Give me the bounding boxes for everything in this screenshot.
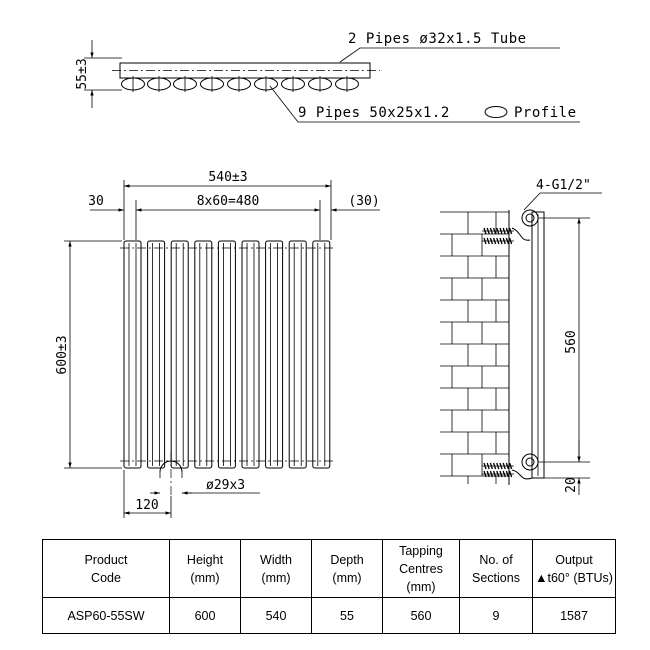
height-dimension	[55, 241, 122, 468]
spec-table-row	[43, 598, 616, 634]
front-column-6	[242, 241, 259, 468]
height-label: 600±3	[55, 335, 70, 375]
cell-output: 1587	[533, 598, 616, 634]
inlet-offset-dimension	[124, 470, 171, 518]
bottom-offset-dimension	[544, 440, 590, 495]
inlet-diameter-label: ø29x3	[206, 478, 246, 493]
top-view	[75, 31, 580, 122]
header-sections: No. of Sections	[460, 540, 533, 598]
top-profile-pipes	[122, 76, 359, 92]
front-column-8	[289, 241, 306, 468]
header-tapping: Tapping Centres (mm)	[383, 540, 460, 598]
header-depth: Depth (mm)	[312, 540, 383, 598]
top-tube-pair	[112, 63, 380, 78]
depth-dim-label: 55±3	[75, 58, 90, 90]
cell-code: ASP60-55SW	[43, 598, 170, 634]
cell-depth: 55	[312, 598, 383, 634]
front-column-4	[195, 241, 212, 468]
front-column-9	[313, 241, 330, 468]
bottom-offset-label: 20	[564, 477, 579, 493]
pitch-dimension	[88, 194, 380, 240]
svg-text:9 Pipes 50x25x1.2	[298, 105, 450, 121]
inlet-offset-label: 120	[135, 498, 159, 513]
connections-label: 4-G1/2"	[536, 178, 591, 193]
cell-height: 600	[170, 598, 241, 634]
side-view	[440, 178, 602, 495]
header-width: Width (mm)	[241, 540, 312, 598]
front-column-2	[148, 241, 165, 468]
profile-callout	[270, 86, 580, 122]
header-height: Height (mm)	[170, 540, 241, 598]
tube-callout-label: 2 Pipes ø32x1.5 Tube	[348, 31, 527, 47]
front-view	[55, 170, 380, 518]
profile-suffix-label: Profile	[514, 105, 577, 121]
profile-oval-icon	[485, 107, 507, 118]
inlet-diameter-dimension	[150, 478, 260, 493]
front-column-1	[124, 241, 141, 468]
spec-table	[42, 539, 616, 634]
connections-callout	[524, 178, 602, 210]
depth-dimension	[75, 40, 122, 108]
front-columns	[124, 241, 330, 468]
right-offset-label: (30)	[348, 194, 380, 209]
pitch-label: 8x60=480	[196, 194, 260, 209]
radiator-side-profile	[512, 210, 544, 479]
cell-width: 540	[241, 598, 312, 634]
cell-sections: 9	[460, 598, 533, 634]
brick-wall	[440, 210, 509, 485]
spec-table-header-row	[43, 540, 616, 598]
front-column-7	[266, 241, 283, 468]
profile-callout-label: 9 Pipes 50x25x1.2	[298, 105, 450, 121]
left-offset-label: 30	[88, 194, 104, 209]
header-code: Product Code	[43, 540, 170, 598]
inlet-port	[160, 452, 182, 496]
header-output: Output ▲t60° (BTUs)	[533, 540, 616, 598]
cell-tapping: 560	[383, 598, 460, 634]
tube-callout	[340, 31, 560, 62]
tapping-centres-label: 560	[564, 330, 579, 354]
front-column-3	[171, 241, 188, 468]
overall-width-label: 540±3	[208, 170, 248, 185]
tapping-centres-dimension	[538, 218, 590, 462]
front-column-5	[218, 241, 235, 468]
